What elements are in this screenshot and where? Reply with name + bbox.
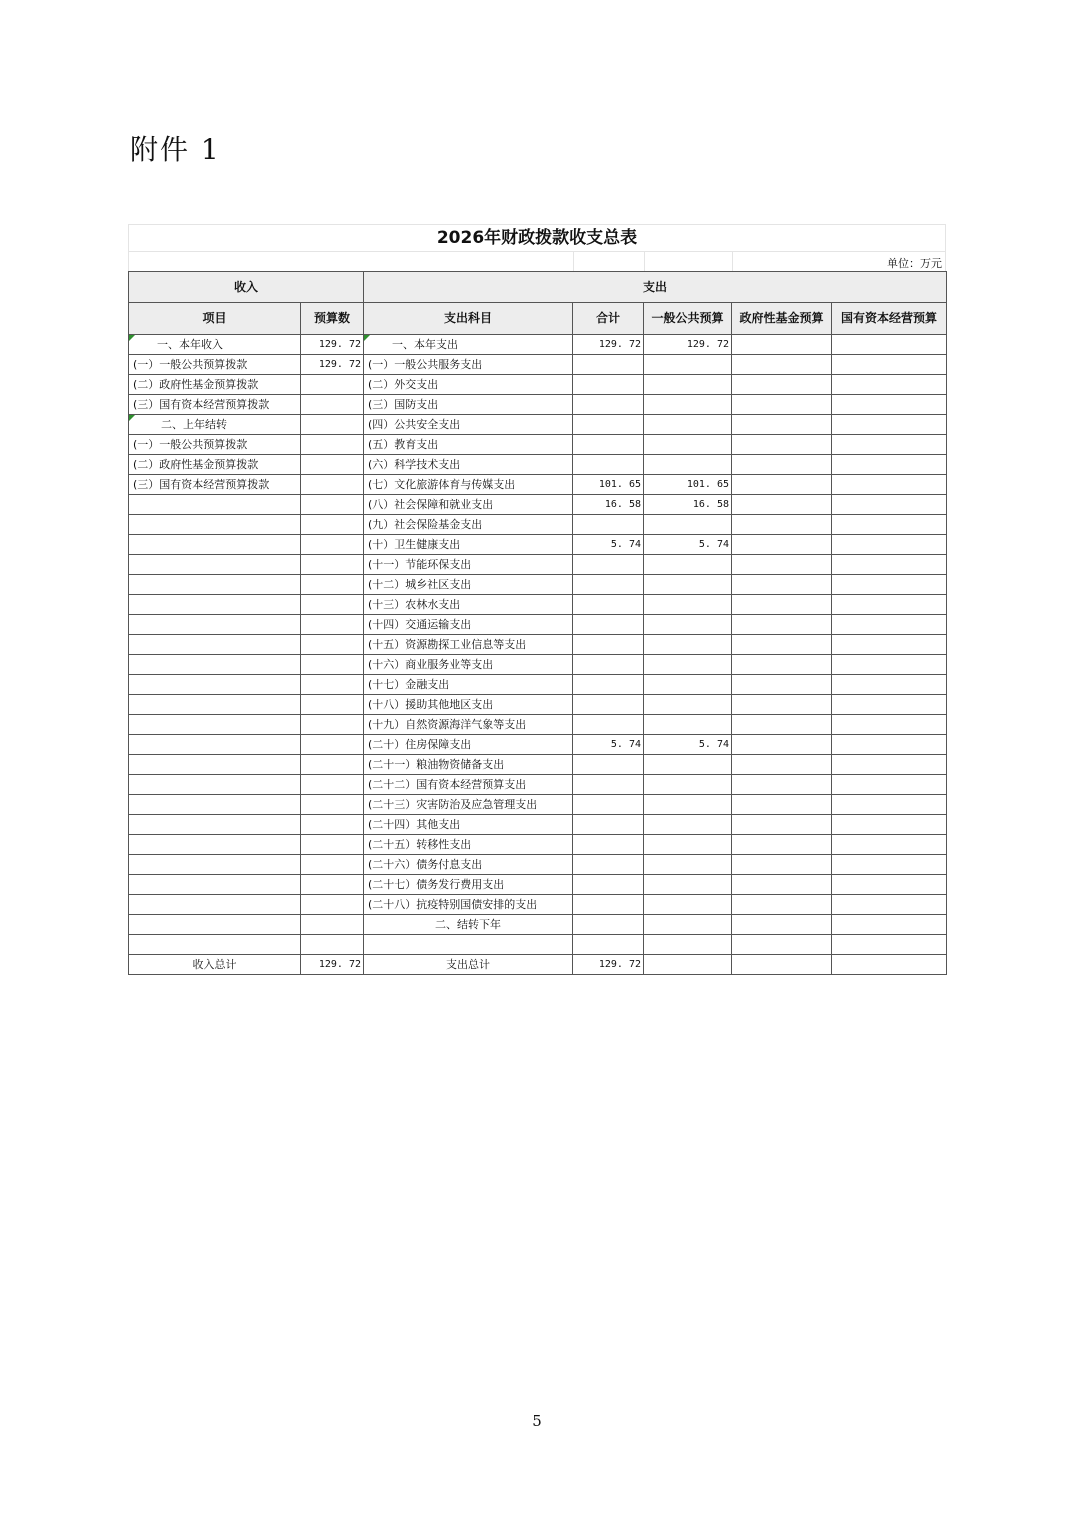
total-cell xyxy=(573,395,644,415)
state-capital-cell xyxy=(832,335,947,355)
table-row xyxy=(129,835,947,855)
gov-fund-cell xyxy=(732,915,832,935)
gov-fund-cell xyxy=(732,715,832,735)
total-cell xyxy=(573,655,644,675)
income-item-cell: (三）国有资本经营预算拨款 xyxy=(129,395,301,415)
expense-item-cell: (二十五）转移性支出 xyxy=(364,835,573,855)
gov-fund-cell xyxy=(732,655,832,675)
general-budget-cell: 5. 74 xyxy=(644,735,732,755)
income-total-value: 129. 72 xyxy=(301,955,364,975)
table-row xyxy=(129,515,947,535)
income-budget-cell xyxy=(301,895,364,915)
general-budget-cell xyxy=(644,615,732,635)
state-capital-cell xyxy=(832,535,947,555)
total-cell xyxy=(573,775,644,795)
table-row xyxy=(129,535,947,555)
gov-fund-cell xyxy=(732,535,832,555)
expense-item-cell: (十七）金融支出 xyxy=(364,675,573,695)
gov-fund-cell xyxy=(732,355,832,375)
state-capital-cell xyxy=(832,895,947,915)
table-row xyxy=(129,915,947,935)
gov-fund-cell xyxy=(732,875,832,895)
table-row xyxy=(129,655,947,675)
income-item-cell xyxy=(129,915,301,935)
total-cell xyxy=(573,695,644,715)
income-budget-cell xyxy=(301,395,364,415)
income-budget-cell xyxy=(301,635,364,655)
gov-fund-cell xyxy=(732,815,832,835)
gov-fund-cell xyxy=(732,855,832,875)
total-cell xyxy=(573,635,644,655)
expense-item-cell: (十二）城乡社区支出 xyxy=(364,575,573,595)
total-cell xyxy=(573,435,644,455)
state-capital-cell xyxy=(832,935,947,955)
expense-item-cell: (十四）交通运输支出 xyxy=(364,615,573,635)
income-item-cell xyxy=(129,675,301,695)
budget-header: 预算数 xyxy=(301,303,364,335)
total-cell xyxy=(573,915,644,935)
table-row xyxy=(129,855,947,875)
table-row xyxy=(129,435,947,455)
gov-fund-cell xyxy=(732,555,832,575)
income-item-cell: (一）一般公共预算拨款 xyxy=(129,355,301,375)
income-item-cell xyxy=(129,855,301,875)
state-capital-cell xyxy=(832,375,947,395)
state-capital-cell xyxy=(832,735,947,755)
income-item-cell xyxy=(129,715,301,735)
general-budget-cell xyxy=(644,715,732,735)
income-budget-cell xyxy=(301,615,364,635)
income-budget-cell: 129. 72 xyxy=(301,335,364,355)
general-budget-cell xyxy=(644,635,732,655)
income-budget-cell xyxy=(301,455,364,475)
table-title: 2026年财政拨款收支总表 xyxy=(128,224,946,251)
gov-fund-cell xyxy=(732,755,832,775)
income-budget-cell xyxy=(301,755,364,775)
gov-fund-budget-header: 政府性基金预算 xyxy=(732,303,832,335)
gov-fund-cell xyxy=(732,675,832,695)
table-row xyxy=(129,735,947,755)
general-budget-cell xyxy=(644,355,732,375)
total-cell xyxy=(573,895,644,915)
income-budget-cell xyxy=(301,415,364,435)
general-budget-cell xyxy=(644,755,732,775)
total-cell xyxy=(573,815,644,835)
state-capital-cell xyxy=(832,475,947,495)
total-cell: 5. 74 xyxy=(573,535,644,555)
income-budget-cell xyxy=(301,475,364,495)
header-row-group xyxy=(129,272,947,303)
total-cell xyxy=(573,615,644,635)
income-budget-cell xyxy=(301,695,364,715)
table-row xyxy=(129,935,947,955)
total-cell: 16. 58 xyxy=(573,495,644,515)
total-cell: 5. 74 xyxy=(573,735,644,755)
income-budget-cell xyxy=(301,815,364,835)
gov-fund-cell xyxy=(732,335,832,355)
income-item-cell xyxy=(129,555,301,575)
state-capital-cell xyxy=(832,395,947,415)
table-row xyxy=(129,375,947,395)
expense-item-cell: (十六）商业服务业等支出 xyxy=(364,655,573,675)
general-budget-cell xyxy=(644,395,732,415)
capital-total-value xyxy=(832,955,947,975)
total-cell xyxy=(573,935,644,955)
state-capital-cell xyxy=(832,795,947,815)
table-row xyxy=(129,555,947,575)
expense-item-cell: (十九）自然资源海洋气象等支出 xyxy=(364,715,573,735)
income-budget-cell xyxy=(301,675,364,695)
income-budget-cell xyxy=(301,655,364,675)
income-item-cell xyxy=(129,495,301,515)
general-budget-cell xyxy=(644,575,732,595)
gov-fund-cell xyxy=(732,495,832,515)
general-budget-cell xyxy=(644,455,732,475)
general-budget-cell: 16. 58 xyxy=(644,495,732,515)
total-cell xyxy=(573,575,644,595)
expense-subject-header: 支出科目 xyxy=(364,303,573,335)
expense-item-cell: 二、结转下年 xyxy=(364,915,573,935)
general-budget-cell xyxy=(644,555,732,575)
income-item-cell xyxy=(129,895,301,915)
income-item-cell: 一、本年收入 xyxy=(129,335,301,355)
income-budget-cell xyxy=(301,575,364,595)
income-item-cell xyxy=(129,735,301,755)
expense-item-cell: (一）一般公共服务支出 xyxy=(364,355,573,375)
expense-item-cell: (二十七）债务发行费用支出 xyxy=(364,875,573,895)
table-row xyxy=(129,595,947,615)
total-cell xyxy=(573,675,644,695)
total-header: 合计 xyxy=(573,303,644,335)
expense-item-cell: (二）外交支出 xyxy=(364,375,573,395)
state-capital-budget-header: 国有资本经营预算 xyxy=(832,303,947,335)
income-budget-cell xyxy=(301,795,364,815)
state-capital-cell xyxy=(832,615,947,635)
expense-item-cell: (六）科学技术支出 xyxy=(364,455,573,475)
general-budget-cell xyxy=(644,935,732,955)
general-budget-cell xyxy=(644,695,732,715)
expense-item-cell: (二十）住房保障支出 xyxy=(364,735,573,755)
income-item-cell: (二）政府性基金预算拨款 xyxy=(129,455,301,475)
total-cell xyxy=(573,855,644,875)
income-budget-cell xyxy=(301,515,364,535)
income-budget-cell xyxy=(301,775,364,795)
budget-table xyxy=(128,271,947,975)
income-budget-cell xyxy=(301,495,364,515)
total-cell xyxy=(573,355,644,375)
gov-fund-cell xyxy=(732,575,832,595)
expense-item-cell: (二十一）粮油物资储备支出 xyxy=(364,755,573,775)
income-item-cell: (一）一般公共预算拨款 xyxy=(129,435,301,455)
general-budget-cell xyxy=(644,875,732,895)
state-capital-cell xyxy=(832,595,947,615)
gov-fund-cell xyxy=(732,795,832,815)
general-budget-cell xyxy=(644,835,732,855)
income-item-cell xyxy=(129,595,301,615)
income-header: 收入 xyxy=(129,272,364,303)
expense-item-cell: (二十六）债务付息支出 xyxy=(364,855,573,875)
income-budget-cell: 129. 72 xyxy=(301,355,364,375)
table-row xyxy=(129,495,947,515)
state-capital-cell xyxy=(832,695,947,715)
expense-item-cell: (四）公共安全支出 xyxy=(364,415,573,435)
general-budget-cell xyxy=(644,795,732,815)
table-row xyxy=(129,635,947,655)
income-item-cell xyxy=(129,835,301,855)
income-item-cell xyxy=(129,655,301,675)
income-budget-cell xyxy=(301,735,364,755)
income-budget-cell xyxy=(301,875,364,895)
income-item-cell xyxy=(129,575,301,595)
table-row xyxy=(129,715,947,735)
income-item-cell xyxy=(129,875,301,895)
income-item-cell xyxy=(129,795,301,815)
general-budget-cell xyxy=(644,415,732,435)
income-item-cell xyxy=(129,695,301,715)
income-total-label: 收入总计 xyxy=(129,955,301,975)
state-capital-cell xyxy=(832,675,947,695)
general-budget-cell: 129. 72 xyxy=(644,335,732,355)
expense-item-cell: (二十二）国有资本经营预算支出 xyxy=(364,775,573,795)
total-cell xyxy=(573,755,644,775)
unit-label: 单位：万元 xyxy=(887,257,942,270)
income-item-cell xyxy=(129,635,301,655)
expense-item-cell: (十一）节能环保支出 xyxy=(364,555,573,575)
expense-item-cell: (十三）农林水支出 xyxy=(364,595,573,615)
state-capital-cell xyxy=(832,355,947,375)
gov-fund-cell xyxy=(732,515,832,535)
income-budget-cell xyxy=(301,715,364,735)
state-capital-cell xyxy=(832,855,947,875)
expense-item-cell: (二十四）其他支出 xyxy=(364,815,573,835)
general-budget-cell xyxy=(644,895,732,915)
state-capital-cell xyxy=(832,635,947,655)
income-item-cell xyxy=(129,935,301,955)
state-capital-cell xyxy=(832,575,947,595)
expense-item-cell xyxy=(364,935,573,955)
total-cell xyxy=(573,555,644,575)
income-item-cell xyxy=(129,755,301,775)
general-budget-cell xyxy=(644,435,732,455)
general-budget-cell xyxy=(644,375,732,395)
general-budget-cell xyxy=(644,775,732,795)
state-capital-cell xyxy=(832,875,947,895)
income-item-cell xyxy=(129,535,301,555)
general-budget-cell xyxy=(644,815,732,835)
table-row xyxy=(129,615,947,635)
general-budget-header: 一般公共预算 xyxy=(644,303,732,335)
expense-item-cell: (二十三）灾害防治及应急管理支出 xyxy=(364,795,573,815)
total-cell xyxy=(573,875,644,895)
table-row xyxy=(129,695,947,715)
income-budget-cell xyxy=(301,935,364,955)
income-item-cell xyxy=(129,775,301,795)
total-cell xyxy=(573,715,644,735)
expense-item-cell: (八）社会保障和就业支出 xyxy=(364,495,573,515)
gov-fund-cell xyxy=(732,475,832,495)
table-row xyxy=(129,475,947,495)
table-row xyxy=(129,795,947,815)
total-cell: 101. 65 xyxy=(573,475,644,495)
totals-row xyxy=(129,955,947,975)
state-capital-cell xyxy=(832,435,947,455)
income-budget-cell xyxy=(301,535,364,555)
state-capital-cell xyxy=(832,775,947,795)
total-cell xyxy=(573,415,644,435)
total-cell xyxy=(573,515,644,535)
expense-item-cell: (十五）资源勘探工业信息等支出 xyxy=(364,635,573,655)
income-budget-cell xyxy=(301,375,364,395)
table-row xyxy=(129,775,947,795)
general-budget-cell xyxy=(644,515,732,535)
total-cell xyxy=(573,375,644,395)
state-capital-cell xyxy=(832,495,947,515)
table-row xyxy=(129,875,947,895)
unit-row xyxy=(128,251,946,271)
gov-fund-cell xyxy=(732,615,832,635)
table-row xyxy=(129,575,947,595)
page-number: 5 xyxy=(532,1412,542,1430)
expense-item-cell: (三）国防支出 xyxy=(364,395,573,415)
gov-fund-cell xyxy=(732,435,832,455)
expense-total-value: 129. 72 xyxy=(573,955,644,975)
gov-fund-cell xyxy=(732,695,832,715)
table-row xyxy=(129,895,947,915)
expense-item-cell: (七）文化旅游体育与传媒支出 xyxy=(364,475,573,495)
expense-item-cell: (十八）援助其他地区支出 xyxy=(364,695,573,715)
table-row xyxy=(129,675,947,695)
expense-header: 支出 xyxy=(364,272,947,303)
general-budget-cell: 101. 65 xyxy=(644,475,732,495)
table-row xyxy=(129,815,947,835)
attachment-label: 附件 1 xyxy=(130,133,221,166)
general-budget-cell xyxy=(644,655,732,675)
income-budget-cell xyxy=(301,595,364,615)
total-cell xyxy=(573,795,644,815)
gov-fund-cell xyxy=(732,635,832,655)
income-budget-cell xyxy=(301,435,364,455)
gov-fund-cell xyxy=(732,935,832,955)
gov-fund-cell xyxy=(732,455,832,475)
table-row xyxy=(129,395,947,415)
expense-item-cell: (五）教育支出 xyxy=(364,435,573,455)
state-capital-cell xyxy=(832,715,947,735)
total-cell xyxy=(573,595,644,615)
state-capital-cell xyxy=(832,455,947,475)
income-item-cell: 二、上年结转 xyxy=(129,415,301,435)
income-budget-cell xyxy=(301,855,364,875)
gov-fund-cell xyxy=(732,835,832,855)
general-budget-cell xyxy=(644,675,732,695)
state-capital-cell xyxy=(832,815,947,835)
budget-sheet xyxy=(128,224,946,975)
income-budget-cell xyxy=(301,915,364,935)
table-row xyxy=(129,355,947,375)
general-budget-cell xyxy=(644,595,732,615)
table-row xyxy=(129,755,947,775)
general-total-value xyxy=(644,955,732,975)
expense-total-label: 支出总计 xyxy=(364,955,573,975)
general-budget-cell xyxy=(644,855,732,875)
total-cell: 129. 72 xyxy=(573,335,644,355)
income-budget-cell xyxy=(301,555,364,575)
gov-fund-cell xyxy=(732,895,832,915)
state-capital-cell xyxy=(832,835,947,855)
general-budget-cell xyxy=(644,915,732,935)
income-item-cell xyxy=(129,515,301,535)
gov-fund-cell xyxy=(732,595,832,615)
expense-item-cell: (九）社会保险基金支出 xyxy=(364,515,573,535)
income-item-cell xyxy=(129,615,301,635)
state-capital-cell xyxy=(832,515,947,535)
gov-fund-cell xyxy=(732,415,832,435)
total-cell xyxy=(573,835,644,855)
total-cell xyxy=(573,455,644,475)
income-item-cell xyxy=(129,815,301,835)
fund-total-value xyxy=(732,955,832,975)
expense-item-cell: (十）卫生健康支出 xyxy=(364,535,573,555)
table-row xyxy=(129,415,947,435)
income-item-cell: (三）国有资本经营预算拨款 xyxy=(129,475,301,495)
header-row-columns xyxy=(129,303,947,335)
income-item-cell: (二）政府性基金预算拨款 xyxy=(129,375,301,395)
state-capital-cell xyxy=(832,415,947,435)
general-budget-cell: 5. 74 xyxy=(644,535,732,555)
gov-fund-cell xyxy=(732,375,832,395)
income-budget-cell xyxy=(301,835,364,855)
item-header: 项目 xyxy=(129,303,301,335)
table-row xyxy=(129,335,947,355)
state-capital-cell xyxy=(832,655,947,675)
expense-item-cell: (二十八）抗疫特别国债安排的支出 xyxy=(364,895,573,915)
gov-fund-cell xyxy=(732,735,832,755)
table-row xyxy=(129,455,947,475)
state-capital-cell xyxy=(832,915,947,935)
expense-item-cell: 一、本年支出 xyxy=(364,335,573,355)
state-capital-cell xyxy=(832,555,947,575)
gov-fund-cell xyxy=(732,395,832,415)
state-capital-cell xyxy=(832,755,947,775)
gov-fund-cell xyxy=(732,775,832,795)
